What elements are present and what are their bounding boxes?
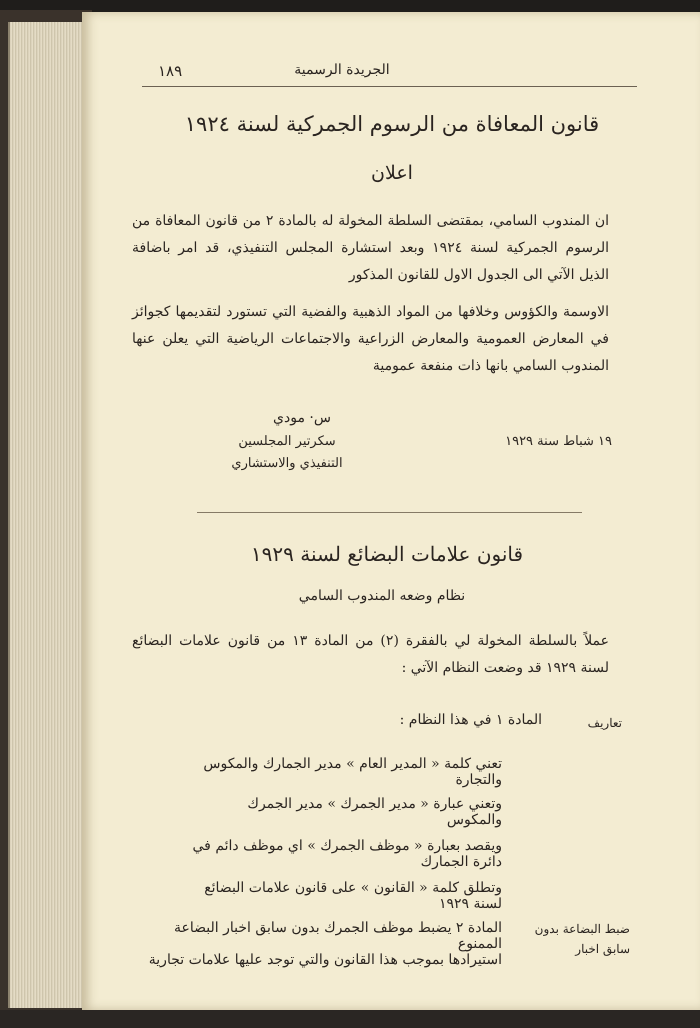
- section1-title: قانون المعافاة من الرسوم الجمركية لسنة ١٩٢٤: [184, 112, 600, 136]
- header-divider: [142, 86, 637, 87]
- section2-title: قانون علامات البضائع لسنة ١٩٢٩: [250, 542, 524, 566]
- section1-subtitle: اعلان: [371, 162, 413, 184]
- section2-subtitle: نظام وضعه المندوب السامي: [298, 588, 466, 604]
- article1-margin-note: تعاريف: [587, 716, 622, 730]
- background-top: [0, 0, 700, 12]
- document-page: [82, 12, 700, 1010]
- article1-heading: المادة ١ في هذا النظام :: [399, 712, 542, 728]
- definition-line: وتطلق كلمة « القانون » على قانون علامات البضائع لسنة ١٩٢٩: [204, 880, 502, 912]
- article2-margin-note-line2: سابق اخبار: [575, 942, 630, 956]
- section-divider: [197, 512, 582, 513]
- signatory-title-line1: سكرتير المجلسين: [238, 434, 336, 449]
- background-bottom: [0, 1010, 700, 1028]
- definition-line: تعني كلمة « المدير العام » مدير الجمارك والمكوس والتجارة: [203, 756, 502, 788]
- section2-intro: عملاً بالسلطة المخولة لي بالفقرة (٢) من المادة ١٣ من قانون علامات البضائع لسنة ١٩٢٩ قد وضعت النظام الآتي :: [132, 633, 609, 676]
- article2-text-line2: استيرادها بموجب هذا القانون والتي توجد عليها علامات تجارية: [148, 952, 502, 968]
- page-number: ١٨٩: [158, 62, 183, 80]
- section1-date: ١٩ شباط سنة ١٩٢٩: [505, 434, 612, 449]
- page-edges: [8, 22, 86, 1008]
- article2-text-line1: المادة ٢ يضبط موظف الجمرك بدون سابق اخبار البضاعة الممنوع: [174, 920, 502, 952]
- running-title: الجريدة الرسمية: [294, 62, 390, 78]
- article2-margin-note-line1: ضبط البضاعة بدون: [534, 922, 630, 936]
- section1-paragraph2: الاوسمة والكؤوس وخلافها من المواد الذهبية والفضية التي تستورد لتقديمها كجوائز في المعارض العمومية والمعارض الزراعية والاجتماعات الرياضية التي يعلن عنها المندوب السامي بانها ذات منفعة عمومية: [132, 304, 609, 374]
- section1-paragraph1: ان المندوب السامي، بمقتضى السلطة المخولة له بالمادة ٢ من قانون المعافاة من الرسوم الجمركية لسنة ١٩٢٤ وبعد استشارة المجلس التنفيذي، قد امر باضافة الذيل الآتي الى الجدول الاول للقانون المذكور: [132, 213, 609, 283]
- signatory-title-line2: التنفيذي والاستشاري: [231, 456, 343, 471]
- signatory-name: س· مودي: [273, 410, 331, 426]
- definition-line: ويقصد بعبارة « موظف الجمرك » اي موظف دائم في دائرة الجمارك: [192, 838, 502, 870]
- definition-line: وتعني عبارة « مدير الجمرك » مدير الجمرك والمكوس: [247, 796, 502, 828]
